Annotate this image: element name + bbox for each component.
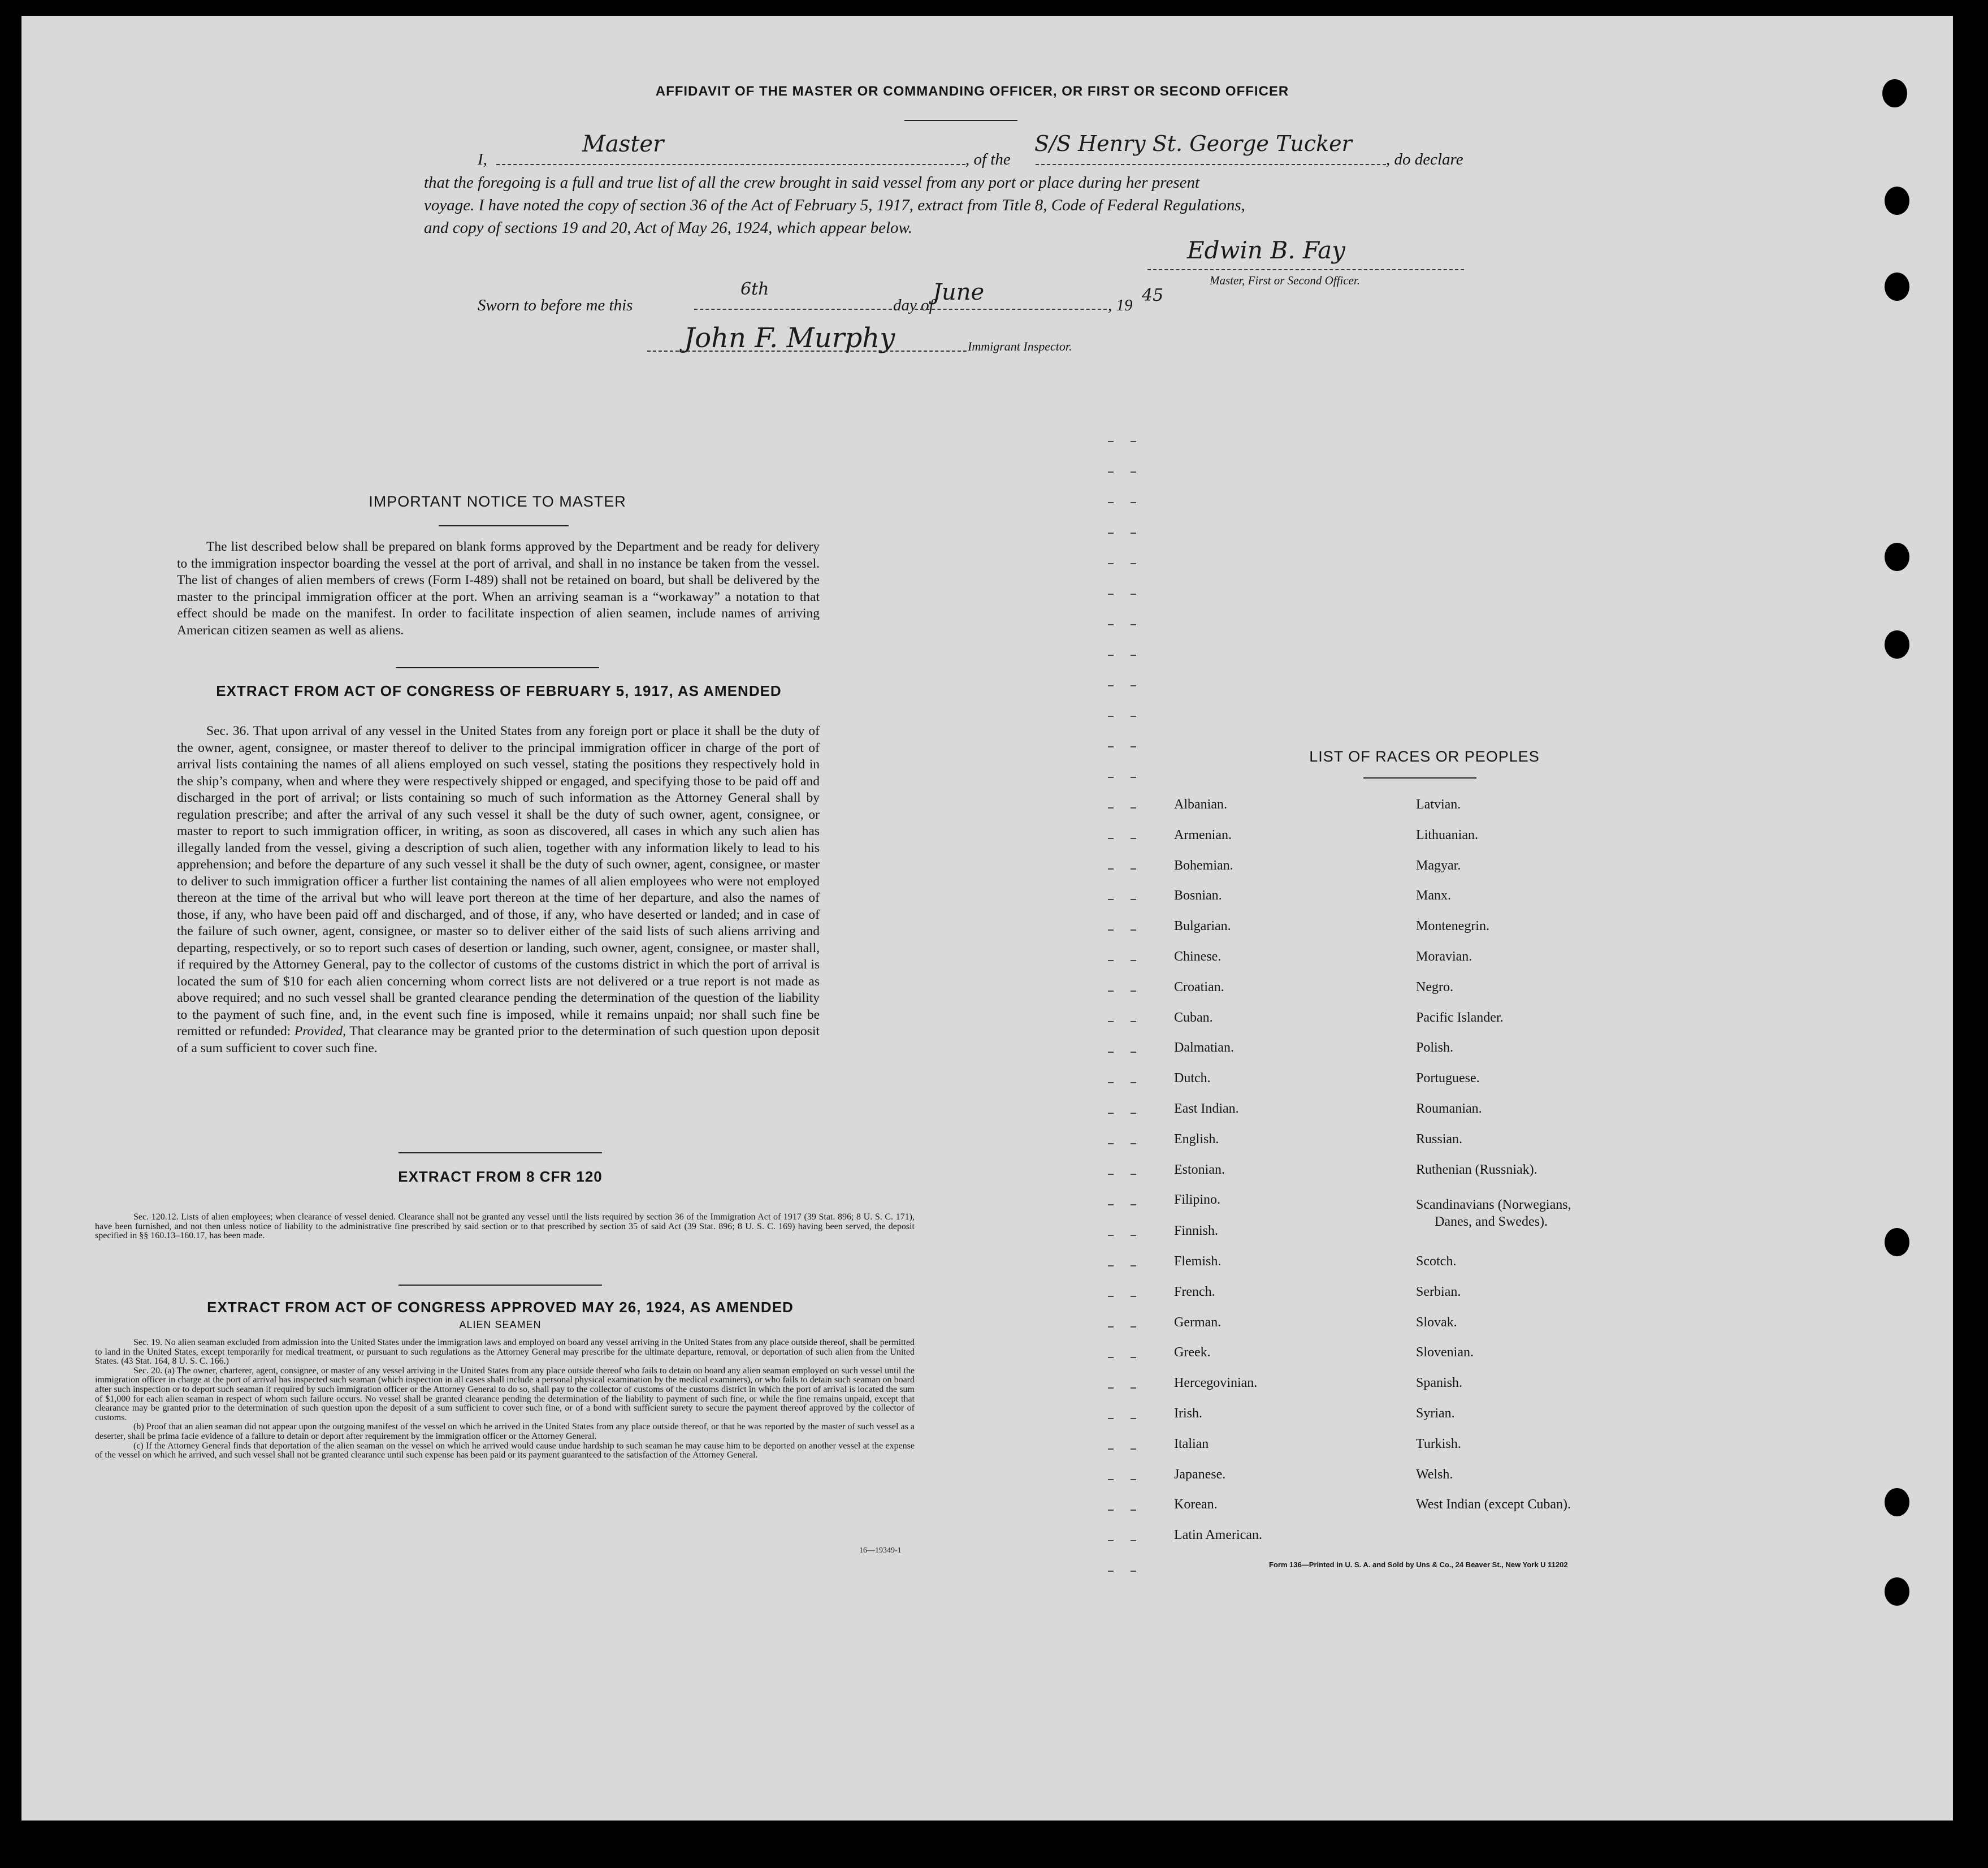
race-item: Scandinavians (Norwegians, [1416,1197,1571,1212]
margin-tick [1108,899,1114,900]
inspector-caption: Immigrant Inspector. [968,339,1072,353]
margin-tick [1131,1326,1136,1328]
race-item: Russian. [1416,1131,1463,1147]
race-item: Japanese. [1174,1467,1226,1482]
margin-tick [1131,1510,1136,1511]
sworn-label: Sworn to before me this [478,296,633,314]
race-item: Moravian. [1416,949,1472,964]
race-item: Cuban. [1174,1010,1213,1025]
race-item: East Indian. [1174,1101,1239,1116]
margin-tick [1108,746,1114,747]
section-20c: (c) If the Attorney General finds that deportation of the alien seaman on the vessel on which he arrived would cause undue hardship to such seaman he may cause him to be deported on another vessel at the expense of the vessel on which he arrived, and such vessel shall not be granted clearance until such expense has been paid or its payment guaranteed to the satisfaction of the Attorney General. [95,1441,915,1460]
race-item: Croatian. [1174,979,1224,994]
margin-tick [1131,1571,1136,1572]
margin-tick [1131,991,1136,992]
margin-tick [1131,1021,1136,1022]
margin-tick [1108,1418,1114,1419]
margin-tick [1131,1082,1136,1083]
margin-tick [1131,655,1136,656]
race-item: Estonian. [1174,1162,1225,1177]
divider [399,1285,602,1286]
margin-tick [1108,1387,1114,1389]
extract-1924-title: EXTRACT FROM ACT OF CONGRESS APPROVED MAY 26, 1924, AS AMENDED [207,1299,794,1316]
margin-tick [1108,716,1114,717]
race-item: Roumanian. [1416,1101,1482,1116]
notice-body: The list described below shall be prepared on blank forms approved by the Department and be ready for delivery to the immigration inspector boarding the vessel at the port of arrival, and shall in no instance be taken from the vessel. The list of changes of alien members of crews (Form I-489) shall not be retained on board, but shall be delivered by the master to the principal immigration officer at the port. When an arriving seaman is a “workaway” a notation to that effect should be made on the manifest. In order to facilitate inspection of alien seamen, include names of arriving American citizen seamen as well as aliens. [177,539,820,638]
race-item: Scotch. [1416,1254,1457,1269]
margin-tick [1131,1204,1136,1205]
margin-tick [1131,868,1136,870]
margin-tick [1131,1387,1136,1389]
margin-tick [1131,533,1136,534]
margin-tick [1131,777,1136,778]
race-item: Latin American. [1174,1528,1262,1543]
race-item: Bosnian. [1174,888,1222,903]
race-item: German. [1174,1314,1222,1330]
races-title: LIST OF RACES OR PEOPLES [1309,748,1540,765]
margin-tick [1108,1448,1114,1450]
handwritten-name: Master [582,131,664,157]
extract-1917-title: EXTRACT FROM ACT OF CONGRESS OF FEBRUARY 5, 1917, AS AMENDED [216,682,782,699]
margin-tick [1108,1204,1114,1205]
cfr-body: Sec. 120.12. Lists of alien employees; when clearance of vessel denied. Clearance shall not be granted any vessel until the lists required by section 36 of the Immigration Act of 1917 (39 Stat. 896; 8 U. S. C. 171), have been furnished, and not then unless notice of liability to the administrative fine prescribed by said section or to that prescribed by section 35 of said Act (39 Stat. 896; 8 U. S. C. 169) having been served, the deposit specified in §§ 160.13–160.17, has been made. [95,1212,915,1241]
race-item: Flemish. [1174,1254,1222,1269]
divider [904,120,1017,121]
signature-line [1147,269,1464,270]
race-item: Spanish. [1416,1376,1463,1391]
inspector-line [647,351,967,352]
margin-tick [1108,1265,1114,1266]
margin-tick [1131,594,1136,595]
section-20a: Sec. 20. (a) The owner, charterer, agent, consignee, or master of any vessel arriving in the United States from any place outside thereof who fails to detain on board any alien seaman employed on such vessel until the immigration officer in charge at the port of arrival has inspected such seaman (which inspection in all cases shall include a personal physical examination by the medical examiners), or who fails to detain such seaman on board after such inspection or to deport such seaman if required by such immigration officer or the Attorney General to do so, shall pay to the collector of customs of the customs district in which the port of arrival is located the sum of $1,000 for each alien seaman in respect of whom such failure occurs. No vessel shall be granted clearance pending the determination of the liability to payment of such fine, or while the fine remains unpaid, except that clearance may be granted prior to the determination of such question upon the deposit of a sum sufficient to cover such fine, or of a bond with sufficient surety to secure the payment thereof approved by the collector of customs. [95,1365,915,1422]
notice-title: IMPORTANT NOTICE TO MASTER [369,493,626,510]
race-item: Slovenian. [1416,1345,1474,1360]
affidavit-line-2: that the foregoing is a full and true list of all the crew brought in said vessel from any port or place during her present [424,174,1200,192]
margin-tick [1108,624,1114,625]
provided-text: That clearance may be granted prior to the determination of such question upon deposit of a sum sufficient to cover such fine. [177,1024,820,1056]
cfr-title: EXTRACT FROM 8 CFR 120 [398,1168,603,1185]
section-20b: (b) Proof that an alien seaman did not appear upon the outgoing manifest of the vessel on which he arrived in the United States from any place outside thereof, or that he was reported by the master of such vessel as a deserter, shall be prima facie evidence of a failure to detain or deport after requirement by the immigration officer or the Attorney General. [95,1422,915,1441]
race-item: Bulgarian. [1174,919,1231,934]
race-item: French. [1174,1284,1215,1299]
vessel-line [1036,164,1386,165]
divider [399,1152,602,1153]
race-item: Albanian. [1174,797,1227,812]
margin-tick [1108,1357,1114,1358]
affidavit-i-label: I, [478,150,487,168]
race-item: Polish. [1416,1040,1454,1056]
margin-tick [1131,1174,1136,1175]
race-item: Ruthenian (Russniak). [1416,1162,1537,1177]
divider [439,525,569,526]
year-prefix: , 19 [1108,296,1133,314]
margin-tick [1108,1143,1114,1144]
handwritten-day: 6th [740,279,769,299]
affidavit-of-the: , of the [965,150,1011,168]
margin-tick [1108,1235,1114,1236]
margin-tick [1131,1418,1136,1419]
affidavit-line-4: and copy of sections 19 and 20, Act of May 26, 1924, which appear below. [424,219,912,237]
margin-tick [1131,1113,1136,1114]
race-item: Pacific Islander. [1416,1010,1504,1025]
race-item: Magyar. [1416,858,1461,873]
margin-tick [1131,960,1136,961]
margin-tick [1108,563,1114,564]
provided-label: Provided, [294,1024,347,1039]
margin-tick [1108,441,1114,442]
affidavit-line-3: voyage. I have noted the copy of section 36 of the Act of February 5, 1917, extract from Title 8, Code of Federal Regulations, [424,196,1245,214]
race-item: Italian [1174,1436,1209,1451]
month-line [915,309,1107,310]
divider [1363,777,1476,779]
margin-tick [1108,807,1114,808]
margin-tick [1131,1357,1136,1358]
race-item: Portuguese. [1416,1071,1480,1086]
punch-hole [1885,1228,1909,1256]
margin-tick [1131,502,1136,503]
margin-tick [1108,868,1114,870]
margin-tick [1131,1143,1136,1144]
margin-tick [1131,441,1136,442]
inspector-signature: John F. Murphy [684,322,895,354]
margin-tick [1108,838,1114,839]
margin-tick [1131,929,1136,931]
race-item: Chinese. [1174,949,1222,964]
margin-tick [1131,1296,1136,1297]
margin-tick [1131,899,1136,900]
extract-1924-body [95,1338,915,1460]
margin-tick [1108,1479,1114,1480]
margin-tick [1108,1052,1114,1053]
margin-tick [1131,1235,1136,1236]
margin-tick [1108,655,1114,656]
race-item: Bohemian. [1174,858,1233,873]
margin-tick [1108,960,1114,961]
race-item: Filipino. [1174,1192,1221,1208]
handwritten-month: June [933,279,985,305]
punch-hole [1885,543,1909,571]
race-item: Latvian. [1416,797,1461,812]
divider [396,667,599,668]
punch-hole [1885,1488,1909,1516]
margin-tick [1131,838,1136,839]
margin-tick [1108,1571,1114,1572]
margin-tick [1108,1113,1114,1114]
margin-tick [1108,1174,1114,1175]
punch-hole [1882,79,1907,107]
punch-hole [1885,187,1909,215]
punch-hole [1885,1577,1909,1606]
margin-tick [1108,533,1114,534]
race-item: Montenegrin. [1416,919,1489,934]
race-item: Dutch. [1174,1071,1211,1086]
race-item: Danes, and Swedes). [1435,1214,1548,1229]
form-code: 16—19349-1 [859,1546,902,1555]
day-line [694,309,892,310]
margin-tick [1108,1296,1114,1297]
name-line [496,164,965,165]
race-item: English. [1174,1131,1219,1147]
margin-tick [1108,594,1114,595]
signature-caption: Master, First or Second Officer. [1210,274,1360,287]
race-item: Slovak. [1416,1314,1457,1330]
margin-tick [1131,685,1136,686]
affidavit-do-declare: , do declare [1386,150,1463,168]
margin-tick [1131,1479,1136,1480]
margin-tick [1108,777,1114,778]
margin-tick [1108,991,1114,992]
margin-tick [1131,624,1136,625]
race-item: Dalmatian. [1174,1040,1234,1056]
margin-tick [1131,472,1136,473]
margin-tick [1131,1052,1136,1053]
margin-tick [1108,472,1114,473]
punch-hole [1885,273,1909,301]
margin-tick [1131,563,1136,564]
race-item: Hercegovinian. [1174,1376,1258,1391]
race-item: Serbian. [1416,1284,1461,1299]
race-item: Turkish. [1416,1436,1461,1451]
extract-1917-body [177,723,820,1057]
margin-tick [1131,746,1136,747]
margin-tick [1131,1448,1136,1450]
race-item: Negro. [1416,979,1453,994]
handwritten-year: 45 [1142,286,1164,305]
race-item: Manx. [1416,888,1451,903]
margin-tick [1108,685,1114,686]
race-item: Armenian. [1174,827,1232,842]
race-item: Lithuanian. [1416,827,1478,842]
margin-tick [1108,1082,1114,1083]
race-item: Finnish. [1174,1223,1219,1239]
race-item: Welsh. [1416,1467,1453,1482]
printer-footer: Form 136—Printed in U. S. A. and Sold by Uns & Co., 24 Beaver St., New York U 11202 [1269,1560,1568,1569]
section-label: Sec. 36. [206,724,250,738]
margin-tick [1108,502,1114,503]
punch-hole [1885,630,1909,659]
section-19: Sec. 19. No alien seaman excluded from admission into the United States under the immigration laws and employed on board any vessel arriving in the United States from any place outside thereof, shall be permitted to land in the United States, except temporarily for medical treatment, or pursuant to such regulations as the Attorney General may prescribe for the ultimate departure, removal, or deportation of such alien from the United States. (43 Stat. 164, 8 U. S. C. 166.) [95,1338,915,1367]
section-text: That upon arrival of any vessel in the United States from any foreign port or place it shall be the duty of the owner, agent, consignee, or master thereof to deliver to the principal immigration officer in charge of the port of arrival lists containing the names of all aliens employed on such vessel, stating the positions they respectively hold in the ship’s company, when and where they were respectively shipped or engaged, and specifying those to be paid off and discharged in the port of arrival; or lists containing so much of such information as the Attorney General shall by regulation prescribe; and after the arrival of any such vessel it shall be the duty of such owner, agent, consignee, or master to report to such immigration officer, in writing, as soon as discovered, all cases in which any such alien has illegally landed from the vessel, giving a description of such alien, together with any information likely to lead to his apprehension; and before the departure of any such vessel it shall be the duty of such owner, agent, consignee, or master to deliver to such immigration officer a further list containing the names of all alien employees who were not employed thereon at the time of the arrival but who will leave port thereon at the time of her departure, and also the names of those, if any, who have been paid off and discharged, and of those, if any, who have deserted or landed; and in case of the failure of such owner, agent, consignee, or master so to deliver either of the said lists of such aliens arriving and departing, respectively, or so to report such cases of desertion or landing, such owner, agent, consignee, or master shall, if required by the Attorney General, pay to the collector of customs of the customs district in which the port of arrival is located the sum of $10 for each alien concerning whom correct lists are not delivered or a true report is not made as above required; and no such vessel shall be granted clearance pending the determination of the question of the liability to the payment of such fine, and, in the event such fine is imposed, while it remains unpaid; nor shall such fine be remitted or refunded: [177,724,820,1039]
race-item: Greek. [1174,1345,1211,1360]
margin-tick [1108,1540,1114,1541]
margin-tick [1108,1326,1114,1328]
margin-tick [1131,716,1136,717]
race-item: Irish. [1174,1406,1202,1421]
margin-tick [1131,1265,1136,1266]
day-of-label: day of [893,296,934,314]
margin-tick [1131,807,1136,808]
race-item: West Indian (except Cuban). [1416,1497,1571,1512]
margin-tick [1108,929,1114,931]
race-item: Syrian. [1416,1406,1455,1421]
margin-tick [1108,1510,1114,1511]
handwritten-vessel: S/S Henry St. George Tucker [1034,131,1352,156]
race-item: Korean. [1174,1497,1218,1512]
margin-tick [1131,1540,1136,1541]
extract-1924-subtitle: ALIEN SEAMEN [459,1319,542,1330]
master-signature: Edwin B. Fay [1187,236,1345,264]
affidavit-title: AFFIDAVIT OF THE MASTER OR COMMANDING OFFICER, OR FIRST OR SECOND OFFICER [655,84,1289,99]
margin-tick [1108,1021,1114,1022]
